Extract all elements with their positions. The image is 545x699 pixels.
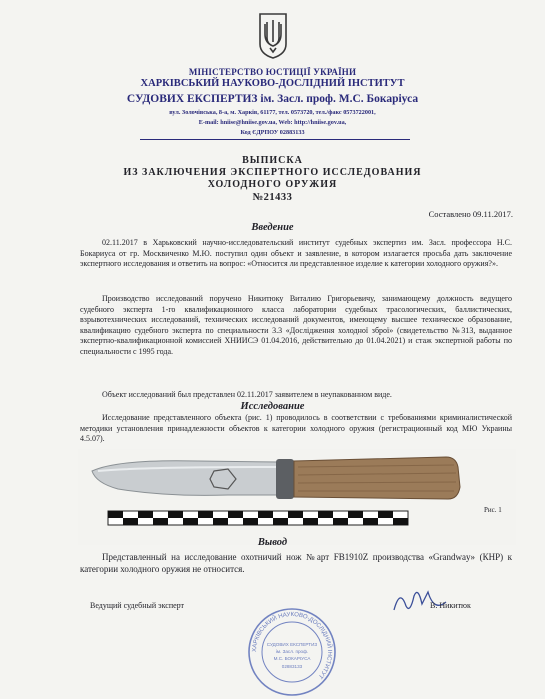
institute-name-line2: СУДОВИХ ЕКСПЕРТИЗ ім. Засл. проф. М.С. Бокаріуса (126, 93, 419, 105)
document-number: №21433 (252, 192, 293, 203)
conclusion-heading: Вывод (257, 537, 288, 548)
svg-text:М.С. БОКАРІУСА: М.С. БОКАРІУСА (273, 656, 311, 661)
stamp-code: 02883133 (281, 664, 303, 669)
official-stamp (246, 606, 338, 698)
signature-role: Ведущий судебный эксперт (90, 601, 185, 610)
ministry-name: МІНІСТЕРСТВО ЮСТИЦІЇ УКРАЇНИ (188, 67, 357, 77)
institute-name-line1: ХАРКІВСЬКИЙ НАУКОВО-ДОСЛІДНИЙ ІНСТИТУТ (140, 78, 405, 89)
document-title: ВЫПИСКА (242, 155, 303, 166)
figure-caption: Рис. 1 (484, 506, 502, 514)
intro-paragraph-1: 02.11.2017 в Харьковский научно-исследовательский институт судебных экспертиз им. Засл. профессора Н.С. Бокариуса от гр. Москвиченко М.Ю. поступил один объект и заявление, в котором излагается просьба дать заключение экспертного исследования и ответить на вопрос: «Относится ли представленное изделие к категории холодного оружия?». (80, 238, 512, 269)
signature-name: В. Никитюк (430, 601, 471, 610)
intro-paragraph-2: Производство исследований поручено Никитюку Виталию Григорьевичу, занимающему должность ведущего судебного эксперта 1-го квалификационного класса лаборатории судебных трасологических, баллистических, взрывотехнических исследований, технических исследований документов, имеющему высшее техническое образование, квалификацию судебного эксперта по специальности 3.3 «Дослідження холодної зброї» (свидетельство №313, выданное экспертно-квалификационной комиссией ХНИИСЭ 01.04.2016, действительно до 01.04.2021) и стаж экспертной работы по специальности с 1995 года. (80, 294, 512, 356)
compiled-date: Составлено 09.11.2017. (428, 209, 513, 219)
research-paragraph: Исследование представленного объекта (рис. 1) проводилось в соответствии с требованиями криминалистической методики установления принадлежности объектов к категории холодного оружия (регистрационный код МЮ Украины 4.5.07). (80, 413, 512, 444)
knife-photo (78, 449, 516, 545)
document-subtitle-2: ХОЛОДНОГО ОРУЖИЯ (207, 179, 338, 190)
svg-text:ім. Засл. проф.: ім. Засл. проф. (275, 649, 309, 654)
intro-heading: Введение (251, 222, 294, 233)
institute-contacts: E-mail: hniise@hniise.gov.ua, Web: http://hniise.gov.ua, (198, 119, 347, 126)
document-subtitle-1: ИЗ ЗАКЛЮЧЕНИЯ ЭКСПЕРТНОГО ИССЛЕДОВАНИЯ (123, 167, 422, 178)
stamp-outer-text: ХАРКІВСЬКИЙ НАУКОВО-ДОСЛІДНИЙ ІНСТИТУТ (251, 611, 333, 680)
tryzub-icon (257, 12, 289, 60)
intro-paragraph-3: Объект исследований был представлен 02.11.2017 заявителем в неупакованном виде. (102, 390, 392, 399)
svg-text:СУДОВИХ ЕКСПЕРТИЗ: СУДОВИХ ЕКСПЕРТИЗ (266, 642, 318, 647)
research-heading: Исследование (240, 401, 305, 412)
conclusion-paragraph: Представленный на исследование охотничий нож №арт FB1910Z производства «Grandway» (КНР) к категории холодного оружия не относится. (80, 552, 512, 574)
institute-address: вул. Золочівська, 8-а, м. Харків, 61177, тел. 0573720, тел./факс 0573722001, (169, 109, 376, 116)
letterhead-divider (140, 139, 410, 140)
institute-edrpou: Код ЄДРПОУ 02883133 (240, 129, 305, 136)
